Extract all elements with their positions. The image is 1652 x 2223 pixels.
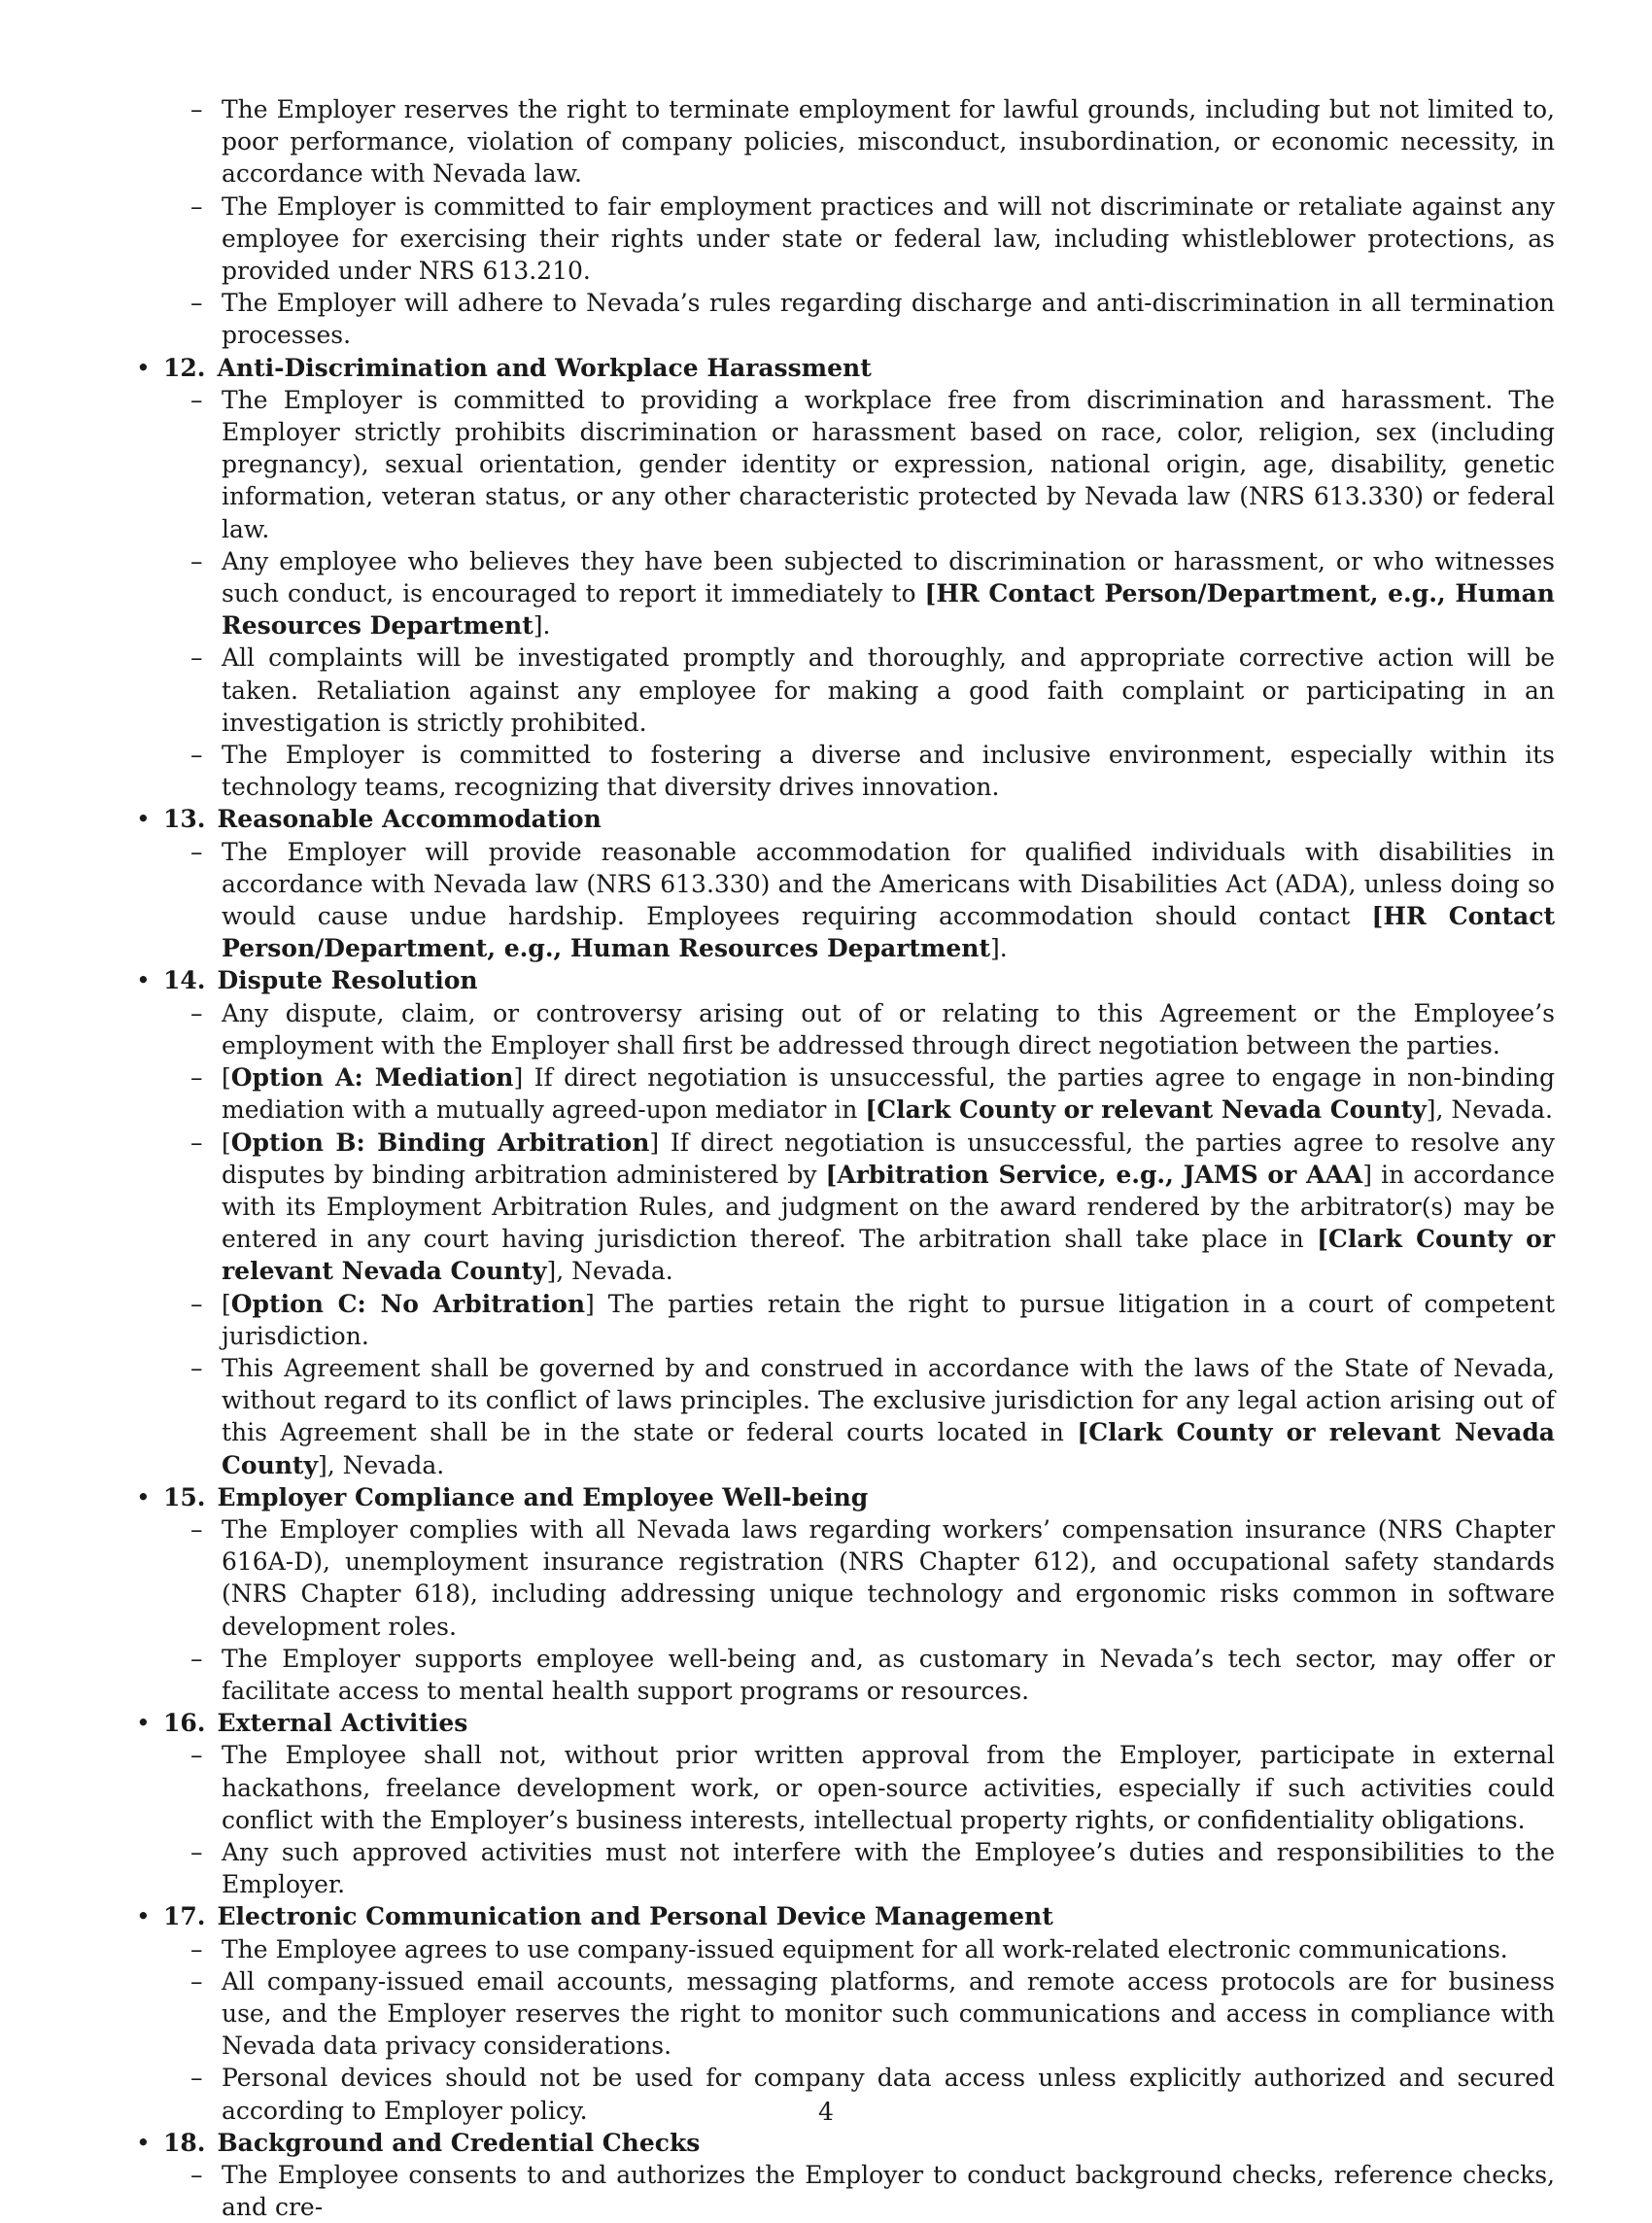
section-title: Employer Compliance and Employee Well-being — [217, 1482, 869, 1511]
text-run: This Agreement shall be governed by and construed in accordance with the laws of the State of Nevada, without regard to its conflict of laws principles. The exclusive jurisdiction for any legal action arising out of this Agreement shall be in the state or federal courts located in — [222, 1353, 1555, 1447]
dash-marker: – — [190, 1353, 203, 1382]
dash-marker: – — [190, 1934, 203, 1963]
text-run: The Employer is committed to fostering a diverse and inclusive environment, especially within its technology teams, recognizing that diversity drives innovation. — [222, 741, 1555, 802]
dash-marker: – — [190, 2161, 203, 2189]
section-15 — [136, 1481, 1555, 1707]
section-number: 13. — [163, 805, 206, 834]
text-run: ], Nevada. — [318, 1450, 445, 1479]
list-item — [190, 1127, 1556, 1288]
list-item — [190, 1965, 1555, 2063]
section-title: Anti-Discrimination and Workplace Harassment — [217, 353, 872, 382]
bold-text: [HR Contact Person/Department, e.g., Human Resources Department — [222, 579, 1555, 641]
text-run: [ — [222, 1063, 231, 1093]
list-item — [190, 1836, 1555, 1900]
section-title: Electronic Communication and Personal Device Management — [217, 1902, 1053, 1931]
text-run: ] If direct negotiation is unsuccessful, the parties agree to resolve any disputes by binding arbitration administered by — [222, 1128, 1556, 1189]
section-items — [163, 997, 1555, 1481]
list-item — [190, 1933, 1555, 1965]
section-items — [163, 1513, 1555, 1707]
text-run: ] The parties retain the right to pursue litigation in a court of competent jurisdiction. — [222, 1289, 1555, 1350]
section-heading — [163, 1900, 1555, 1932]
dash-marker: – — [190, 837, 203, 866]
list-item — [190, 642, 1555, 739]
list-item — [190, 1739, 1555, 1836]
page-number: 4 — [818, 2098, 834, 2126]
section-13 — [136, 803, 1555, 964]
dash-marker: – — [190, 1128, 203, 1157]
dash-marker: – — [190, 998, 203, 1027]
section-number: 15. — [163, 1482, 206, 1511]
dash-marker: – — [190, 1741, 203, 1770]
dash-marker: – — [190, 643, 203, 673]
list-item — [190, 836, 1555, 965]
section-18 — [136, 2127, 1555, 2223]
bold-text: [Arbitration Service, e.g., JAMS or AAA — [825, 1160, 1363, 1189]
bold-text: [HR Contact Person/Department, e.g., Human Resources Department — [222, 902, 1555, 963]
continuation-items — [136, 93, 1555, 352]
dash-marker: – — [190, 1644, 203, 1673]
text-run: ], Nevada. — [546, 1257, 673, 1286]
bold-text: Option B: Binding Arbitration — [230, 1128, 650, 1157]
bold-text: [Clark County or relevant Nevada County — [222, 1225, 1555, 1286]
text-run: ]. — [990, 934, 1008, 963]
dash-marker: – — [190, 1289, 203, 1318]
section-heading — [163, 964, 1555, 996]
bold-text: Option A: Mediation — [230, 1063, 514, 1093]
text-run: The Employer will adhere to Nevada’s rules regarding discharge and anti-discrimination in all termination processes. — [222, 289, 1555, 350]
text-run: The Employer supports employee well-being and, as customary in Nevada’s tech sector, may offer or facilitate access to mental health support programs or resources. — [222, 1644, 1555, 1705]
section-items — [163, 384, 1555, 804]
bold-text: [Clark County or relevant Nevada County — [865, 1095, 1427, 1125]
text-run: The Employer complies with all Nevada laws regarding workers’ compensation insurance (NRS Chapter 616A-D), unemployment insurance registration (NRS Chapter 612), and occupational safety standards (NRS Chapter 618), including addressing unique technology and ergonomic risks common in software development roles. — [222, 1514, 1555, 1641]
section-title: External Activities — [217, 1709, 468, 1738]
list-item — [190, 1643, 1555, 1707]
text-run: Any dispute, claim, or controversy arising out of or relating to this Agreement or the Employee’s employment with the Employer shall first be addressed through direct negotiation between the parties. — [222, 998, 1555, 1059]
section-number: 14. — [163, 966, 206, 995]
text-run: ] If direct negotiation is unsuccessful, the parties agree to engage in non-binding mediation with a mutually agreed-upon mediator in — [222, 1063, 1555, 1125]
list-item — [190, 191, 1555, 288]
text-run: [ — [222, 1128, 231, 1157]
list-item — [190, 1352, 1555, 1481]
text-run: Personal devices should not be used for company data access unless explicitly authorized and secured according to Employer policy. — [222, 2064, 1555, 2125]
list-item — [190, 1061, 1555, 1126]
dash-marker: – — [190, 1063, 203, 1093]
bullet-marker: • — [136, 966, 151, 995]
section-items — [163, 1739, 1555, 1900]
dash-marker: – — [190, 2064, 203, 2093]
sections-container — [136, 352, 1555, 2223]
section-number: 17. — [163, 1902, 206, 1931]
section-heading — [163, 1707, 1555, 1739]
section-heading — [163, 803, 1555, 835]
bullet-marker: • — [136, 353, 151, 382]
dash-marker: – — [190, 191, 203, 221]
section-items — [163, 2159, 1555, 2223]
list-item — [190, 997, 1555, 1061]
section-17 — [136, 1900, 1555, 2126]
text-run: Any such approved activities must not interfere with the Employee’s duties and responsibilities to the Employer. — [222, 1837, 1555, 1899]
text-run: The Employer is committed to providing a workplace free from discrimination and harassment. The Employer strictly prohibits discrimination or harassment based on race, color, religion, sex (including pregnancy), sexual orientation, gender identity or expression, national origin, age, disability, genetic information, veteran status, or any other characteristic protected by Nevada law (NRS 613.330) or federal law. — [222, 385, 1555, 543]
bullet-marker: • — [136, 805, 151, 834]
bold-text: Option C: No Arbitration — [230, 1289, 586, 1318]
dash-marker: – — [190, 1966, 203, 1996]
text-run: The Employee consents to and authorizes the Employer to conduct background checks, reference checks, and cre- — [222, 2161, 1555, 2222]
list-item — [190, 384, 1555, 545]
section-12 — [136, 352, 1555, 804]
text-run: The Employee shall not, without prior written approval from the Employer, participate in external hackathons, freelance development work, or open-source activities, especially if such activities could conflict with the Employer’s business interests, intellectual property rights, or confidentiality obligations. — [222, 1741, 1555, 1834]
text-run: ], Nevada. — [1426, 1095, 1553, 1125]
list-item — [190, 545, 1555, 643]
bullet-marker: • — [136, 1482, 151, 1511]
dash-marker: – — [190, 1514, 203, 1544]
document-page — [136, 93, 1555, 2223]
bullet-marker: • — [136, 1709, 151, 1738]
dash-marker: – — [190, 289, 203, 318]
list-item — [190, 2159, 1555, 2223]
text-run: All complaints will be investigated promptly and thoroughly, and appropriate corrective action will be taken. Retaliation against any employee for making a good faith complaint or participating in an investigation is strictly prohibited. — [222, 643, 1555, 737]
section-title: Reasonable Accommodation — [217, 805, 602, 834]
section-title: Background and Credential Checks — [217, 2128, 701, 2157]
dash-marker: – — [190, 1837, 203, 1866]
bullet-marker: • — [136, 2128, 151, 2157]
text-run: The Employee agrees to use company-issued equipment for all work-related electronic communications. — [222, 1934, 1508, 1963]
text-run: The Employer will provide reasonable accommodation for qualified individuals with disabilities in accordance with Nevada law (NRS 613.330) and the Americans with Disabilities Act (ADA), unless doing so would cause undue hardship. Employees requiring accommodation should contact — [222, 837, 1555, 931]
section-number: 18. — [163, 2128, 206, 2157]
bullet-marker: • — [136, 1902, 151, 1931]
text-run: [ — [222, 1289, 231, 1318]
text-run: ] in accordance with its Employment Arbitration Rules, and judgment on the award rendered by the arbitrator(s) may be entered in any court having jurisdiction thereof. The arbitration shall take place in — [222, 1160, 1555, 1254]
list-item — [190, 93, 1555, 191]
bold-text: [Clark County or relevant Nevada County — [222, 1418, 1555, 1479]
list-item — [190, 1288, 1555, 1352]
dash-marker: – — [190, 741, 203, 770]
list-item — [190, 739, 1555, 803]
text-run: Any employee who believes they have been subjected to discrimination or harassment, or who witnesses such conduct, is encouraged to report it immediately to — [222, 546, 1555, 608]
dash-marker: – — [190, 546, 203, 575]
section-heading — [163, 352, 1555, 384]
list-item — [190, 287, 1555, 351]
dash-marker: – — [190, 385, 203, 414]
text-run: The Employer reserves the right to terminate employment for lawful grounds, including but not limited to, poor performance, violation of company policies, misconduct, insubordination, or economic necessity, in accordance with Nevada law. — [222, 95, 1555, 189]
section-heading — [163, 2127, 1555, 2159]
section-14 — [136, 964, 1555, 1480]
list-item — [190, 1513, 1555, 1643]
section-number: 16. — [163, 1709, 206, 1738]
text-run: All company-issued email accounts, messaging platforms, and remote access protocols are for business use, and the Employer reserves the right to monitor such communications and access in compliance with Nevada data privacy considerations. — [222, 1966, 1555, 2061]
dash-marker: – — [190, 95, 203, 123]
section-title: Dispute Resolution — [217, 966, 478, 995]
text-run: The Employer is committed to fair employment practices and will not discriminate or retaliate against any employee for exercising their rights under state or federal law, including whistleblower protections, as provided under NRS 613.210. — [222, 191, 1555, 286]
text-run: ]. — [533, 611, 551, 641]
section-heading — [163, 1481, 1555, 1513]
section-items — [163, 836, 1555, 965]
section-16 — [136, 1707, 1555, 1900]
section-number: 12. — [163, 353, 206, 382]
